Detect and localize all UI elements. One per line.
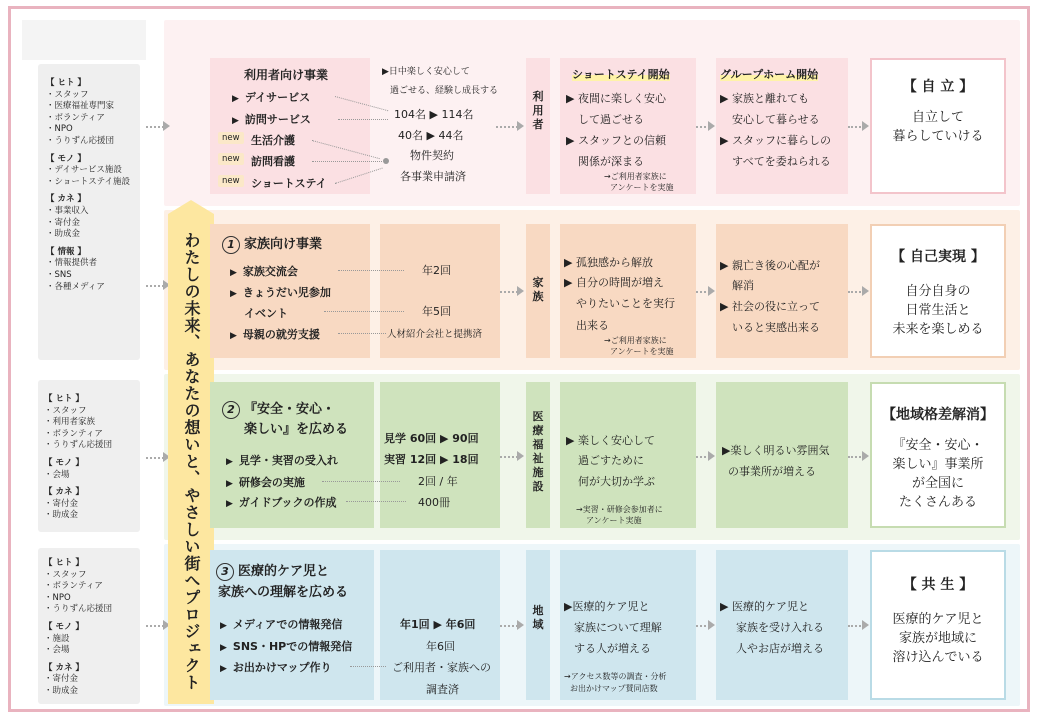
arrow-head <box>708 286 715 296</box>
row4-mid-2: 家族を受け入れる <box>736 621 824 634</box>
row2-item-3: イベント <box>244 307 288 320</box>
row3-stakeholder: 医 療 福 祉 施 設 <box>532 410 544 493</box>
row2-mid-1: ▶ 親亡き後の心配が <box>720 259 820 272</box>
connector <box>322 481 400 482</box>
row4-long-body: 医療的ケア児と 家族が地域に 溶け込んでいる <box>892 612 984 665</box>
row4-direct-1: 年1回 ▶ 年6回 <box>400 618 476 631</box>
resource-item: ・うりずん応援団 <box>46 135 115 146</box>
row4-mid-3: 人やお店が増える <box>736 642 824 655</box>
project-tab-cap <box>168 200 214 214</box>
new-badge: new <box>218 175 244 187</box>
new-badge: new <box>218 153 244 165</box>
row1-item-2: ▶ 訪問サービス <box>232 113 311 126</box>
resources-box-green <box>38 380 140 532</box>
row2-direct-2: 年5回 <box>422 305 451 318</box>
row1-mid-1: ▶ 家族と離れても <box>720 92 809 105</box>
row4-initial-note-2: お出かけマップ賛同店数 <box>570 684 658 693</box>
row3-direct-4: 400冊 <box>418 496 450 509</box>
resource-category: 【 ヒト 】 <box>44 394 84 404</box>
resource-item: ・情報提供者 <box>46 258 98 269</box>
new-badge: new <box>218 132 244 144</box>
row4-initial-note-1: →アクセス数等の調査・分析 <box>564 672 667 681</box>
project-title: わたしの未来、あなたの想いと、やさしい街へプロジェクト <box>182 232 201 691</box>
row2-initial-2: ▶ 自分の時間が増え <box>564 276 664 289</box>
row1-item-1: ▶ デイサービス <box>232 91 311 104</box>
row2-mid-2: 解消 <box>732 279 754 292</box>
row1-initial-1: ▶ 夜間に楽しく安心 <box>566 92 666 105</box>
arrow-head <box>708 451 715 461</box>
row4-initial-3: する人が増える <box>574 642 651 655</box>
connector <box>338 270 404 271</box>
row1-initial-2: して過ごせる <box>578 113 644 126</box>
row3-initial-note-2: アンケート実施 <box>586 516 642 525</box>
connector <box>350 666 386 667</box>
row4-item-3: ▶ お出かけマップ作り <box>220 661 332 674</box>
resources-box-top <box>38 64 140 360</box>
resource-item: ・NPO <box>44 592 71 603</box>
row1-direct-1: ▶日中楽しく安心して <box>382 67 470 77</box>
arrow-head <box>517 620 524 630</box>
connector <box>324 311 404 312</box>
row3-direct-1: 見学 60回 ▶ 90回 <box>384 432 479 445</box>
row1-item-3: 生活介護 <box>251 134 295 147</box>
connector <box>338 333 386 334</box>
resource-category: 【 モノ 】 <box>44 621 84 632</box>
row1-long-title: 【 自 立 】 <box>902 79 974 95</box>
row3-mid-2: の事業所が増える <box>728 465 816 478</box>
row1-direct-2: 過ごせる、経験し成長する <box>390 86 499 96</box>
row1-initial-note-1: →ご利用者家族に <box>604 172 667 181</box>
arrow-head <box>517 286 524 296</box>
row1-mid-4: すべてを委ねられる <box>732 155 831 168</box>
arrow <box>500 625 518 627</box>
row4-direct-3: ご利用者・家族への <box>392 661 491 674</box>
arrow-res-top-2 <box>146 285 164 287</box>
arrow <box>496 126 518 128</box>
resource-item: ・SNS <box>46 269 72 280</box>
resource-item: ・医療福祉専門家 <box>46 101 115 112</box>
row3-long-box <box>870 382 1006 528</box>
arrow-head <box>708 121 715 131</box>
resource-item: ・各種メディア <box>46 281 105 292</box>
connector <box>338 119 388 120</box>
arrow-res-blue <box>146 625 164 627</box>
row1-initial-4: 関係が深まる <box>578 155 644 168</box>
resource-item: ・うりずん応援団 <box>44 604 113 615</box>
resource-category: 【 カネ 】 <box>44 487 84 498</box>
row2-mid-3: ▶ 社会の役に立って <box>720 300 820 313</box>
resource-category: 【 情報 】 <box>46 246 86 257</box>
row2-initial-1: ▶ 孤独感から解放 <box>564 256 653 269</box>
resource-item: ・施設 <box>44 633 70 644</box>
row4-mid-1: ▶ 医療的ケア児と <box>720 600 809 613</box>
row4-direct-4: 調査済 <box>426 683 459 696</box>
resource-item: ・ボランティア <box>46 112 105 123</box>
resource-category: 【 モノ 】 <box>44 457 84 468</box>
row1-initial-3: ▶ スタッフとの信頼 <box>566 134 666 147</box>
row1-stakeholder: 利 用 者 <box>532 90 544 131</box>
arrow-head <box>862 451 869 461</box>
resources-column-bg <box>22 20 146 60</box>
resource-item: ・うりずん応援団 <box>44 440 113 451</box>
row1-direct-4: 40名 ▶ 44名 <box>398 129 464 142</box>
row1-mid-title: グループホーム開始 <box>720 68 819 81</box>
row2-initial-note-2: アンケートを実施 <box>610 347 674 356</box>
resource-item: ・寄付金 <box>44 674 79 685</box>
resource-item: ・ショートステイ施設 <box>46 176 130 187</box>
resource-category: 【 ヒト 】 <box>46 78 86 88</box>
connector <box>346 501 406 502</box>
resource-item: ・ボランティア <box>44 428 103 439</box>
row3-direct-2: 実習 12回 ▶ 18回 <box>384 453 479 466</box>
row4-initial-2: 家族について理解 <box>574 621 662 634</box>
row1-long-box <box>870 58 1006 194</box>
arrow-head <box>862 286 869 296</box>
row4-direct-2: 年6回 <box>426 640 455 653</box>
arrow <box>500 291 518 293</box>
arrow <box>500 456 518 458</box>
row2-stakeholder: 家 族 <box>532 276 544 303</box>
row3-activity-title-2: 楽しい』を広める <box>244 422 349 437</box>
row3-long-title: 【地域格差解消】 <box>882 407 994 423</box>
arrow-head <box>708 620 715 630</box>
resource-item: ・NPO <box>46 124 73 135</box>
resource-category: 【 カネ 】 <box>44 662 84 673</box>
resource-item: ・スタッフ <box>44 405 87 416</box>
row4-long-box <box>870 550 1006 700</box>
row4-item-1: ▶ メディアでの情報発信 <box>220 618 343 631</box>
row1-initial-title: ショートステイ開始 <box>572 68 670 81</box>
resource-item: ・スタッフ <box>46 89 89 100</box>
row1-direct-5: 物件契約 <box>410 149 454 162</box>
resource-item: ・助成金 <box>44 510 79 521</box>
row2-initial-3: やりたいことを実行 <box>576 297 675 310</box>
row1-item-4: 訪問看護 <box>251 155 295 168</box>
row2-long-box <box>870 224 1006 358</box>
row1-direct-3: 104名 ▶ 114名 <box>394 108 474 121</box>
row1-mid-2: 安心して暮らせる <box>732 113 820 126</box>
row1-initial-note-2: アンケートを実施 <box>610 183 674 192</box>
arrow-head <box>862 121 869 131</box>
resource-item: ・スタッフ <box>44 569 87 580</box>
resources-box-blue <box>38 548 140 704</box>
resource-category: 【 ヒト 】 <box>44 558 84 568</box>
row4-activity-title-1: 3 医療的ケア児と <box>216 560 329 581</box>
connector-dot <box>383 158 389 164</box>
resource-item: ・助成金 <box>46 229 81 240</box>
resource-category: 【 モノ 】 <box>46 153 86 164</box>
resource-category: 【 カネ 】 <box>46 194 86 205</box>
row3-initial-2: 過ごすために <box>578 454 644 467</box>
resource-item: ・利用者家族 <box>44 417 96 428</box>
row2-initial-note-1: →ご利用者家族に <box>604 336 667 345</box>
row3-initial-1: ▶ 楽しく安心して <box>566 434 655 447</box>
row2-direct-1: 年2回 <box>422 264 451 277</box>
row3-direct-3: 2回 / 年 <box>418 475 458 488</box>
row4-initial-1: ▶医療的ケア児と <box>564 600 650 613</box>
connector <box>312 161 382 162</box>
row2-item-1: ▶ 家族交流会 <box>230 265 298 278</box>
row4-activity-title-2: 家族への理解を広める <box>218 585 349 600</box>
arrow-head <box>163 121 170 131</box>
resource-item: ・会場 <box>44 645 70 656</box>
row2-initial-4: 出来る <box>576 319 609 332</box>
row3-initial-note-1: →実習・研修会参加者に <box>576 505 663 514</box>
row1-activity-title: 利用者向け事業 <box>244 68 329 82</box>
row1-direct-6: 各事業申請済 <box>400 170 466 183</box>
row3-initial-3: 何が大切か学ぶ <box>578 475 655 488</box>
row2-item-4: ▶ 母親の就労支援 <box>230 328 320 341</box>
arrow-res-green <box>146 457 164 459</box>
arrow-res-top-1 <box>146 126 164 128</box>
row3-item-2: ▶ 研修会の実施 <box>226 476 305 489</box>
row3-mid-1: ▶楽しく明るい雰囲気 <box>722 444 830 457</box>
row2-item-2: ▶ きょうだい児参加 <box>230 286 331 299</box>
resource-item: ・デイサービス施設 <box>46 165 122 176</box>
row3-activity-title-1: 2 『安全・安心・ <box>222 398 335 419</box>
resource-item: ・事業収入 <box>46 205 89 216</box>
row3-item-3: ▶ ガイドブックの作成 <box>226 496 337 509</box>
arrow-head <box>862 620 869 630</box>
resource-item: ・寄付金 <box>46 217 81 228</box>
row2-activity-title: 1 家族向け事業 <box>222 233 322 254</box>
row1-item-5: ショートステイ <box>251 177 327 190</box>
arrow-head <box>517 451 524 461</box>
resource-item: ・ボランティア <box>44 581 103 592</box>
row2-long-title: 【 自己実現 】 <box>891 249 985 265</box>
resource-item: ・助成金 <box>44 685 79 696</box>
row4-long-title: 【 共 生 】 <box>902 577 974 593</box>
row2-mid-4: いると実感出来る <box>732 321 820 334</box>
row4-item-2: ▶ SNS・HPでの情報発信 <box>220 640 353 653</box>
resource-item: ・寄付金 <box>44 498 79 509</box>
row2-direct-3: 人材紹介会社と提携済 <box>387 329 483 340</box>
row3-item-1: ▶ 見学・実習の受入れ <box>226 454 338 467</box>
row4-stakeholder: 地 域 <box>532 604 544 631</box>
arrow-head <box>517 121 524 131</box>
row3-long-body: 『安全・安心・ 楽しい』事業所 が全国に たくさんある <box>892 438 984 510</box>
row2-long-body: 自分自身の 日常生活と 未来を楽しめる <box>892 284 984 337</box>
row1-long-body: 自立して 暮らしていける <box>892 110 984 144</box>
resource-item: ・会場 <box>44 469 70 480</box>
row1-mid-3: ▶ スタッフに暮らしの <box>720 134 831 147</box>
